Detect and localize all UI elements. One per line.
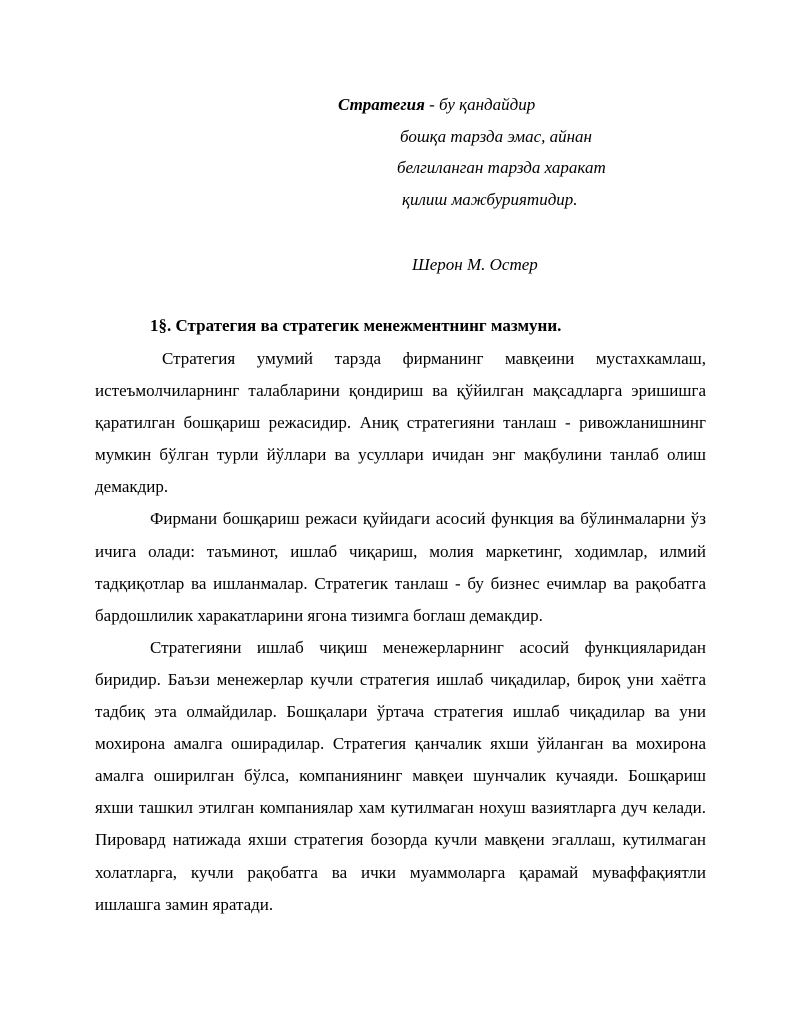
- paragraph-3: Стратегияни ишлаб чиқиш менежерларнинг асосий функцияларидан биридир. Баъзи менежерлар кучли стратегия ишлаб чиқадилар, бироқ уни хаётга тадбиқ эта олмайдилар. Бошқалари ўртача стратегия ишлаб чиқадилар ва уни мохирона амалга оширадилар. Стратегия қанчалик яхши ўйланган ва мохирона амалга оширилган бўлса, компаниянинг мавқеи шунчалик кучаяди. Бошқариш яхши ташкил этилган компаниялар хам кутилмаган нохуш вазиятларга дуч келади. Пировард натижада яхши стратегия бозорда кучли мавқени эгаллаш, кутилмаган холатларга, кучли рақобатга ва ички муаммоларга қарамай муваффақиятли ишлашга замин яратади.: [95, 637, 706, 914]
- epigraph-term: Стратегия: [338, 95, 425, 114]
- paragraph-1: Стратегия умумий тарзда фирманинг мавқеини мустахкамлаш, истеъмолчиларнинг талабларини қондириш ва қўйилган мақсадларга эришишга қаратилган бошқариш режасидир. Аниқ стратегияни танлаш - ривожланишнинг мумкин бўлган турли йўллари ва усуллари ичидан энг мақбулини танлаб олиш демакдир.: [95, 349, 706, 497]
- epigraph-author: Шерон М. Остер: [412, 255, 538, 274]
- epigraph-line-4: қилиш мажбуриятидир.: [402, 190, 578, 209]
- section-heading: 1§. Стратегия ва стратегик менежментнинг мазмуни.: [150, 316, 562, 335]
- body-text: [95, 343, 706, 921]
- epigraph-line-1-rest: - бу қандайдир: [424, 95, 536, 114]
- paragraph-2: Фирмани бошқариш режаси қуйидаги асосий функция ва бўлинмаларни ўз ичига олади: таъминот, ишлаб чиқариш, молия маркетинг, ходимлар, илмий тадқиқотлар ва ишланмалар. Стратегик танлаш - бу бизнес ечимлар ва рақобатга бардошлилик харакатларини ягона тизимга боглаш демакдир.: [95, 509, 706, 625]
- epigraph-line-1: [338, 93, 535, 117]
- epigraph-line-3: белгиланган тарзда харакат: [397, 158, 606, 177]
- epigraph-line-2: бошқа тарзда эмас, айнан: [400, 127, 592, 146]
